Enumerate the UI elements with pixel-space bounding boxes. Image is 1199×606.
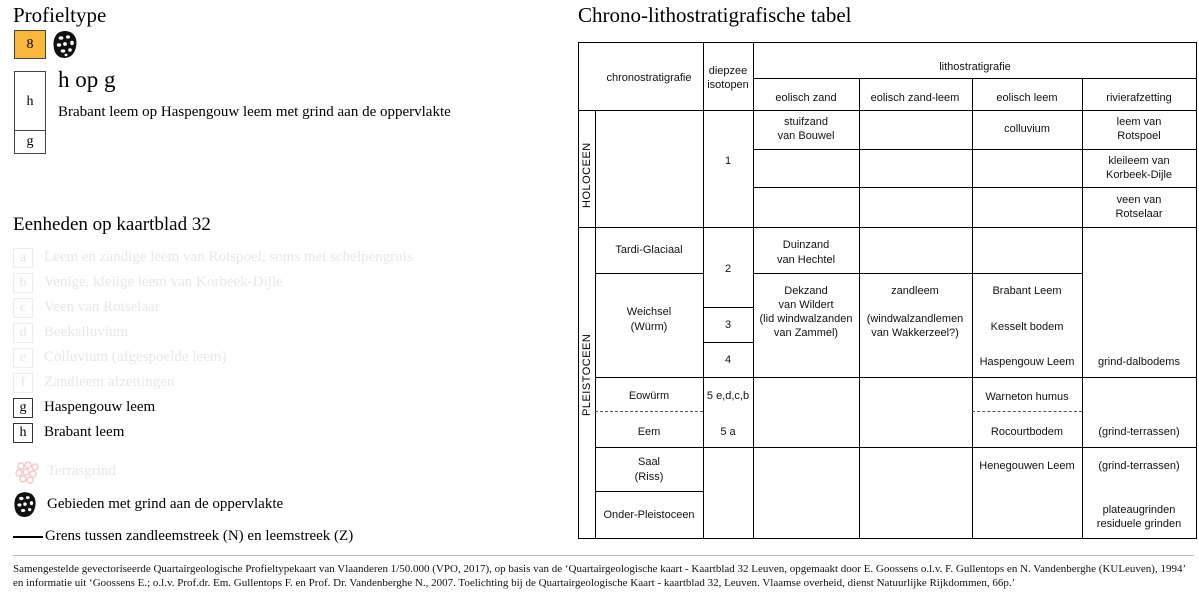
litho-zandleem-3: van Wakkerzeel?): [871, 327, 959, 339]
litho-zandleem-2: (windwalzandlemen: [866, 313, 964, 325]
era-holoceen: HOLOCEEN: [581, 142, 593, 208]
legend-item-h: h Brabant leem: [13, 422, 124, 443]
table-title: Chrono-lithostratigrafische tabel: [578, 3, 852, 27]
litho-grind-dal: grind-dalbodems: [1098, 356, 1180, 368]
litho-warneton: Warneton humus: [985, 391, 1069, 403]
grind-oppervlakte-icon: [52, 30, 78, 60]
profieltype-heading: Profieltype: [13, 3, 107, 27]
litho-zandleem-1: zandleem: [891, 285, 939, 297]
litho-grind-terrassen-2: (grind-terrassen): [1098, 460, 1180, 472]
litho-dekzand-1: Dekzand: [784, 285, 828, 297]
litho-veen-1: veen van: [1116, 194, 1162, 206]
iso-4: 4: [724, 354, 732, 366]
chrono-eem: Eem: [637, 426, 661, 438]
profieltype-code: 8: [26, 37, 34, 52]
iso-5: 5 e,d,c,b: [706, 390, 750, 402]
header-eolisch-zand-leem: eolisch zand-leem: [870, 92, 960, 104]
litho-grind-terrassen-1: (grind-terrassen): [1098, 426, 1180, 438]
litho-dekzand-3: (lid windwalzanden: [759, 313, 853, 325]
header-isotopen-1: diepzee: [708, 65, 748, 77]
chrono-tardi: Tardi-Glaciaal: [615, 244, 683, 256]
legend-item-grind-oppervlakte: Gebieden met grind aan de oppervlakte: [13, 494, 283, 515]
litho-veen-2: Rotselaar: [1115, 208, 1163, 220]
litho-korbeek-1: kleileem van: [1108, 155, 1170, 167]
litho-stuifzand-2: van Bouwel: [777, 130, 835, 142]
chrono-weichsel-1: Weichsel: [626, 306, 672, 318]
profile-column-bottom: g: [14, 130, 46, 154]
litho-rotspoel-1: leem van: [1116, 116, 1162, 128]
legend-item-e: e Colluvium (afgespoelde leem): [13, 347, 226, 368]
grind-oppervlakte-icon: [13, 491, 37, 519]
profile-column-top: h: [14, 71, 46, 131]
grens-line-icon: [13, 536, 43, 538]
header-rivier: rivierafzetting: [1106, 92, 1172, 104]
iso-5a: 5 a: [720, 426, 736, 438]
profieltype-code-box: [14, 30, 46, 59]
legend-item-terrasgrind: Terrasgrind: [13, 461, 116, 482]
legend-item-a: a Leem en zandige leem van Rotspoel, soms met schelpengruis: [13, 247, 413, 268]
header-eolisch-leem: eolisch leem: [996, 92, 1058, 104]
iso-2: 2: [724, 263, 732, 275]
legend-heading: Eenheden op kaartblad 32: [13, 214, 211, 235]
iso-1: 1: [724, 155, 732, 167]
litho-duinzand-1: Duinzand: [782, 239, 830, 251]
litho-dekzand-4: van Zammel): [773, 327, 839, 339]
terrasgrind-icon: [13, 460, 43, 484]
chrono-weichsel-2: (Würm): [630, 321, 668, 333]
iso-3: 3: [724, 319, 732, 331]
chrono-onder: Onder-Pleistoceen: [603, 509, 695, 521]
litho-haspengouw: Haspengouw Leem: [979, 356, 1075, 368]
litho-rotspoel-2: Rotspoel: [1117, 130, 1161, 142]
legend-item-c: c Veen van Rotselaar: [13, 297, 160, 318]
chrono-saal-1: Saal: [637, 456, 661, 468]
header-chrono: chronostratigrafie: [606, 72, 692, 84]
litho-henegouwen: Henegouwen Leem: [979, 460, 1075, 472]
header-eolisch-zand: eolisch zand: [775, 92, 837, 104]
litho-plateau-1: plateaugrinden: [1102, 504, 1176, 516]
litho-brabant: Brabant Leem: [992, 285, 1062, 297]
legend-item-b: b Venige, kleiige leem van Korbeek-Dijle: [13, 272, 283, 293]
legend-item-grens: Grens tussen zandleemstreek (N) en leemstreek (Z): [13, 526, 353, 547]
chrono-saal-2: (Riss): [634, 471, 664, 483]
header-isotopen-2: isotopen: [707, 79, 749, 91]
chrono-eowurm: Eowürm: [628, 390, 670, 402]
footer-divider: [13, 555, 1194, 556]
litho-dekzand-2: van Wildert: [778, 299, 834, 311]
era-pleistoceen: PLEISTOCEEN: [581, 333, 593, 416]
litho-plateau-2: residuele grinden: [1096, 518, 1182, 530]
profile-name: h op g: [58, 67, 116, 92]
footer-source: Samengestelde gevectoriseerde Quartairgeologische Profieltypekaart van Vlaanderen 1/50.000 (VPO, 2017), op basis van de ‘Quartairgeologische kaart - Kaartblad 32 Leuven, opgemaakt door E. Goossens o.l.v. F. Gullentops en N. Vandenberghe (KULeuven), 1994’ en informatie uit ‘Goossens E.; o.l.v. Prof.dr. Em. Gullentops F. en Prof. Dr. Vandenberghe N., 2007. Toelichting bij de Quartairgeologische Kaart - kaartblad 32, Leuven. Vlaamse overheid, dienst Natuurlijke Rijkdommen, 66p.’: [13, 563, 1186, 589]
profile-description: Brabant leem op Haspengouw leem met grind aan de oppervlakte: [58, 104, 451, 120]
chrono-litho-table: [578, 42, 1197, 539]
legend-item-g: g Haspengouw leem: [13, 397, 155, 418]
litho-korbeek-2: Korbeek-Dijle: [1105, 169, 1173, 181]
legend-item-f: f Zandleem afzettingen: [13, 372, 174, 393]
litho-rocourt: Rocourtbodem: [990, 426, 1064, 438]
header-litho: lithostratigrafie: [939, 61, 1011, 73]
litho-colluvium: colluvium: [1004, 123, 1050, 135]
litho-stuifzand-1: stuifzand: [783, 116, 829, 128]
legend-item-d: d Beekalluvium: [13, 322, 128, 343]
litho-kessel: Kesselt bodem: [990, 321, 1064, 333]
litho-duinzand-2: van Hechtel: [776, 254, 836, 266]
